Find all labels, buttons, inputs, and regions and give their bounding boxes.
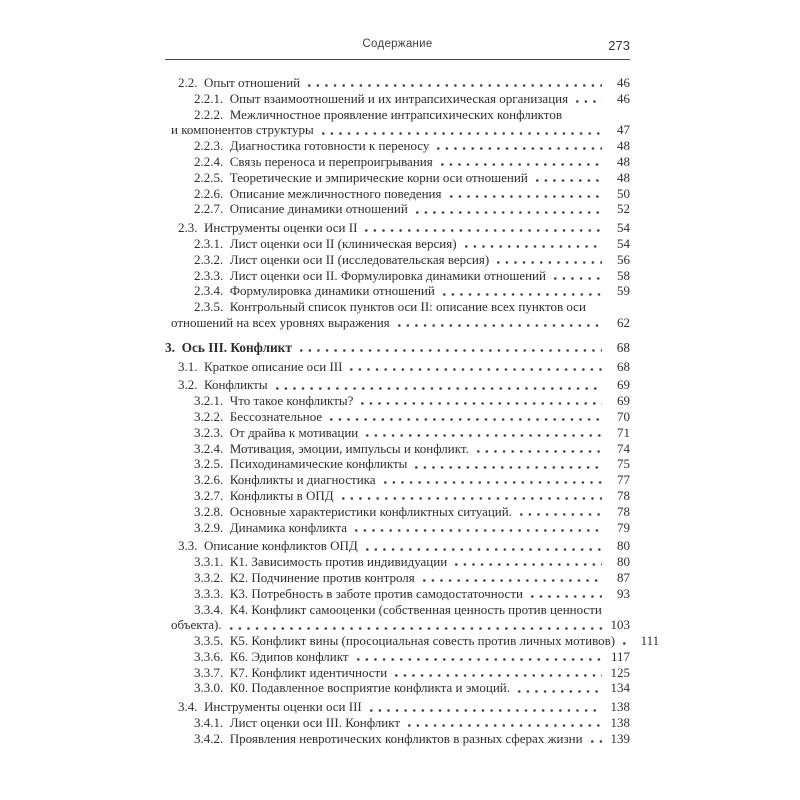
toc-entry xyxy=(165,586,630,602)
toc-entry-title: 3.4.1. Лист оценки оси III. Конфликт xyxy=(194,715,401,731)
toc-entry-title: 2.3. Инструменты оценки оси II xyxy=(178,220,358,236)
toc-entry-title: 2.3.5. Контрольный список пунктов оси II: описание всех пунктов оси xyxy=(194,299,586,315)
dot-leader xyxy=(396,317,602,331)
toc-entry-title: 2.2.2. Межличностное проявление интрапсихических конфликтов xyxy=(194,106,562,122)
toc-entry-page: 48 xyxy=(617,153,630,169)
toc-entry-page: 59 xyxy=(617,283,630,299)
toc-entry-line xyxy=(194,488,630,504)
toc-entry-title: 2.3.3. Лист оценки оси II. Формулировка динамики отношений xyxy=(194,267,546,283)
toc-entry xyxy=(165,456,630,472)
toc-entry-line xyxy=(194,570,630,586)
toc-entry-line xyxy=(194,586,630,602)
book-page xyxy=(165,38,660,747)
toc-entry-line xyxy=(194,283,630,299)
dot-leader xyxy=(589,733,602,747)
toc-entry-page: 54 xyxy=(617,235,630,251)
toc-entry-page: 50 xyxy=(617,185,630,201)
toc-entry xyxy=(165,283,630,299)
toc-entry xyxy=(165,340,630,356)
toc-entry-title: 3.4.2. Проявления невротических конфликтов в разных сферах жизни xyxy=(194,730,583,746)
dot-leader xyxy=(475,442,602,456)
dot-leader xyxy=(348,360,602,374)
toc-entry-title: 3.3.6. К6. Эдипов конфликт xyxy=(194,648,349,664)
toc-entry xyxy=(165,170,630,186)
toc-entry-wrap-line xyxy=(171,122,630,138)
toc-entry-line xyxy=(194,138,630,154)
toc-entry-page: 103 xyxy=(610,617,630,633)
toc-entry-page: 138 xyxy=(610,699,630,715)
dot-leader xyxy=(435,140,602,154)
toc-entry xyxy=(165,665,630,681)
toc-entry-page: 68 xyxy=(617,358,630,374)
toc-entry-line xyxy=(194,665,630,681)
toc-entry-page: 48 xyxy=(617,169,630,185)
toc-entry-page: 87 xyxy=(617,569,630,585)
toc-entry xyxy=(165,488,630,504)
toc-entry-title: 3.3. Описание конфликтов ОПД xyxy=(178,538,358,554)
dot-leader xyxy=(495,254,602,268)
dot-leader xyxy=(320,124,602,138)
toc-entry-page: 69 xyxy=(617,377,630,393)
toc-entry xyxy=(165,538,630,554)
toc-entry-line xyxy=(178,377,630,393)
toc-entry-page: 71 xyxy=(617,424,630,440)
toc-entry-page: 52 xyxy=(617,201,630,217)
toc-entry-wrap-line xyxy=(171,617,630,633)
toc-entry-title: 3.2.8. Основные характеристики конфликтных ситуаций. xyxy=(194,503,512,519)
toc-entry xyxy=(165,154,630,170)
toc-entry-page: 47 xyxy=(617,122,630,138)
toc-entry-page: 93 xyxy=(617,585,630,601)
dot-leader xyxy=(518,506,602,520)
dot-leader xyxy=(274,379,602,393)
toc-entry-title: 2.2.6. Описание межличностного поведения xyxy=(194,185,442,201)
dot-leader xyxy=(306,77,602,91)
toc-entry-title: 3.3.1. К1. Зависимость против индивидуации xyxy=(194,554,448,570)
toc-entry-line xyxy=(178,75,630,91)
toc-entry-page: 80 xyxy=(617,538,630,554)
toc-entry-page: 62 xyxy=(617,314,630,330)
toc-entry xyxy=(165,731,630,747)
toc-entry-page: 78 xyxy=(617,487,630,503)
dot-leader xyxy=(529,588,602,602)
toc-entry-line xyxy=(194,252,630,268)
toc-entry-title: 3.3.3. К3. Потребность в заботе против самодостаточности xyxy=(194,585,523,601)
toc-entry-wrap-line xyxy=(171,315,630,331)
toc-entry xyxy=(165,520,630,536)
dot-leader xyxy=(355,651,602,665)
toc-entry-line xyxy=(194,236,630,252)
toc-entry xyxy=(165,393,630,409)
toc-entry-title: 2.2.1. Опыт взаимоотношений и их интрапсихическая организация xyxy=(194,90,569,106)
toc-entry-page: 78 xyxy=(617,503,630,519)
dot-leader xyxy=(363,222,602,236)
toc-entry-wrap-text: объекта). xyxy=(171,617,222,633)
toc-entry-line xyxy=(194,520,630,536)
dot-leader xyxy=(353,521,602,535)
dot-leader xyxy=(228,619,602,633)
toc-entry-line xyxy=(194,91,630,107)
dot-leader xyxy=(414,203,602,217)
toc-entry-line xyxy=(178,538,630,554)
toc-entry-title: 3.2.5. Психодинамические конфликты xyxy=(194,456,408,472)
toc-entry-title: 3.1. Краткое описание оси III xyxy=(178,358,343,374)
dot-leader xyxy=(393,666,602,680)
toc-entry-line xyxy=(165,340,630,356)
toc-entry-page: 111 xyxy=(640,633,660,649)
toc-entry xyxy=(165,377,630,393)
toc-entry xyxy=(165,554,630,570)
header-rule xyxy=(165,59,630,60)
toc-entry-title: 3.2.9. Динамика конфликта xyxy=(194,519,348,535)
toc-entry-title: 3.2.6. Конфликты и диагностика xyxy=(194,472,376,488)
dot-leader xyxy=(364,540,602,554)
toc-entry xyxy=(165,649,630,665)
toc-entry-page: 139 xyxy=(610,730,630,746)
toc-entry-page: 79 xyxy=(617,519,630,535)
toc-entry-line xyxy=(194,186,630,202)
dot-leader xyxy=(463,238,602,252)
toc-entry xyxy=(165,359,630,375)
dot-leader xyxy=(382,474,602,488)
toc-entry xyxy=(165,715,630,731)
toc-entry-page: 138 xyxy=(610,715,630,731)
toc-entry-page: 54 xyxy=(617,220,630,236)
toc-entry-line xyxy=(194,554,630,570)
toc-entry-title: 3.2.1. Что такое конфликты? xyxy=(194,393,354,409)
toc-entry-title: 3.2.4. Мотивация, эмоции, импульсы и конфликт. xyxy=(194,440,469,456)
toc-entry-line xyxy=(194,201,630,217)
dot-leader xyxy=(340,490,602,504)
toc-entry-line xyxy=(194,425,630,441)
toc-entry xyxy=(165,504,630,520)
toc-entry-title: 2.2. Опыт отношений xyxy=(178,75,301,90)
toc-entry-line xyxy=(194,680,630,696)
toc-entry-title: 2.2.4. Связь переноса и перепроигрывания xyxy=(194,153,433,169)
toc-entry-page: 77 xyxy=(617,472,630,488)
toc-entry xyxy=(165,633,660,649)
toc-entry-page: 69 xyxy=(617,393,630,409)
toc-entry-line xyxy=(194,170,630,186)
dot-leader xyxy=(439,156,602,170)
toc-entry-page: 48 xyxy=(617,138,630,154)
toc-entry-line xyxy=(194,456,630,472)
toc-entry-line xyxy=(194,602,630,618)
toc-entry-title: 2.2.3. Диагностика готовности к переносу xyxy=(194,138,430,154)
toc-entry xyxy=(165,409,630,425)
toc-entry xyxy=(165,138,630,154)
toc-entry xyxy=(165,299,630,331)
toc-entry-line xyxy=(194,107,630,123)
dot-leader xyxy=(516,682,602,696)
running-head-title: Содержание xyxy=(362,38,433,50)
dot-leader xyxy=(453,556,602,570)
toc-entry-page: 117 xyxy=(610,648,630,664)
toc-entry-page: 58 xyxy=(617,267,630,283)
toc-entry-title: 2.3.4. Формулировка динамики отношений xyxy=(194,283,435,299)
toc-entry-line xyxy=(194,731,630,747)
toc-entry-line xyxy=(194,299,630,315)
dot-leader xyxy=(328,411,602,425)
toc-entry-page: 74 xyxy=(617,440,630,456)
dot-leader xyxy=(298,342,602,356)
toc-list xyxy=(165,75,660,747)
toc-entry-title: 3.2. Конфликты xyxy=(178,377,268,393)
toc-entry-title: 2.3.1. Лист оценки оси II (клиническая версия) xyxy=(194,235,457,251)
toc-entry xyxy=(165,441,630,457)
toc-entry-line xyxy=(194,268,630,284)
dot-leader xyxy=(448,187,603,201)
toc-entry-title: 3.4. Инструменты оценки оси III xyxy=(178,699,362,715)
toc-entry-title: 3.3.4. К4. Конфликт самооценки (собственная ценность против ценности xyxy=(194,601,602,617)
toc-entry-title: 3.2.3. От драйва к мотивации xyxy=(194,424,359,440)
toc-entry xyxy=(165,425,630,441)
running-head xyxy=(165,38,630,54)
toc-entry-title: 3.2.2. Бессознательное xyxy=(194,408,323,424)
dot-leader xyxy=(621,635,631,649)
toc-entry xyxy=(165,252,630,268)
toc-entry-title: 2.2.7. Описание динамики отношений xyxy=(194,201,408,217)
dot-leader xyxy=(368,701,602,715)
toc-entry xyxy=(165,75,630,91)
toc-entry-title: 3. Ось III. Конфликт xyxy=(165,339,292,355)
dot-leader xyxy=(364,427,602,441)
toc-entry-title: 3.2.7. Конфликты в ОПД xyxy=(194,487,334,503)
toc-entry xyxy=(165,186,630,202)
toc-entry-title: 2.3.2. Лист оценки оси II (исследовательская версия) xyxy=(194,251,490,267)
toc-entry xyxy=(165,268,630,284)
toc-entry-page: 80 xyxy=(617,554,630,570)
toc-entry-line xyxy=(178,359,630,375)
toc-entry-line xyxy=(194,715,630,731)
toc-entry xyxy=(165,91,630,107)
toc-entry xyxy=(165,680,630,696)
toc-entry xyxy=(165,236,630,252)
dot-leader xyxy=(552,269,602,283)
toc-entry-line xyxy=(194,154,630,170)
toc-entry-title: 3.3.5. К5. Конфликт вины (просоциальная совесть против личных мотивов) xyxy=(194,633,616,649)
toc-entry-page: 68 xyxy=(616,339,630,355)
dot-leader xyxy=(574,93,602,107)
toc-entry-title: 3.3.0. К0. Подавленное восприятие конфликта и эмоций. xyxy=(194,680,511,696)
toc-entry-line xyxy=(194,504,630,520)
toc-entry-title: 3.3.7. К7. Конфликт идентичности xyxy=(194,664,388,680)
toc-entry-page: 125 xyxy=(610,664,630,680)
toc-entry xyxy=(165,220,630,236)
toc-entry xyxy=(165,472,630,488)
toc-entry-line xyxy=(178,220,630,236)
toc-entry xyxy=(165,201,630,217)
toc-entry-line xyxy=(178,699,630,715)
toc-entry-line xyxy=(194,649,630,665)
toc-entry-page: 46 xyxy=(617,90,630,106)
dot-leader xyxy=(534,172,602,186)
toc-entry-page: 56 xyxy=(617,251,630,267)
toc-entry-wrap-text: и компонентов структуры xyxy=(171,122,314,138)
toc-entry-line xyxy=(194,472,630,488)
toc-entry-title: 2.2.5. Теоретические и эмпирические корни оси отношений xyxy=(194,169,528,185)
toc-entry xyxy=(165,699,630,715)
dot-leader xyxy=(406,717,602,731)
toc-entry xyxy=(165,602,630,634)
toc-entry-line xyxy=(194,409,630,425)
toc-entry-wrap-text: отношений на всех уровнях выражения xyxy=(171,314,390,330)
toc-entry-title: 3.3.2. К2. Подчинение против контроля xyxy=(194,569,415,585)
toc-entry-line xyxy=(194,393,630,409)
toc-entry-page: 134 xyxy=(610,680,630,696)
running-head-page-number: 273 xyxy=(608,38,630,53)
toc-entry-page: 75 xyxy=(617,456,630,472)
dot-leader xyxy=(441,285,602,299)
toc-entry xyxy=(165,107,630,139)
toc-entry-page: 46 xyxy=(617,75,630,90)
toc-entry-line xyxy=(194,441,630,457)
dot-leader xyxy=(413,458,602,472)
toc-entry-page: 70 xyxy=(617,408,630,424)
toc-entry xyxy=(165,570,630,586)
dot-leader xyxy=(421,572,602,586)
dot-leader xyxy=(359,395,602,409)
toc-entry-line xyxy=(194,633,660,649)
